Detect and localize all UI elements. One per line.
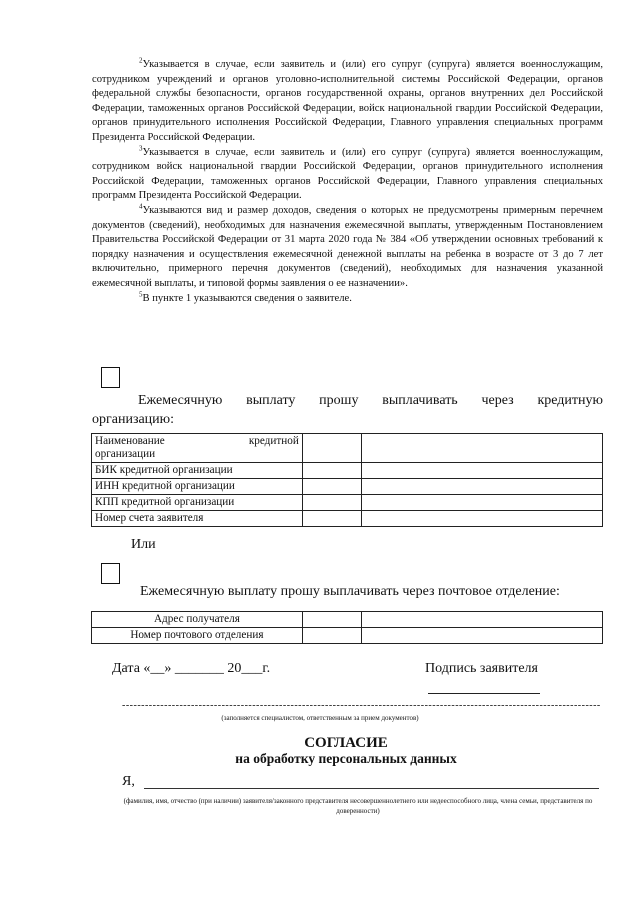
bik-cell-a[interactable] [302, 463, 361, 479]
date-field[interactable]: Дата «__» _______ 20___г. [112, 661, 271, 676]
recipient-address-cell-a[interactable] [302, 612, 361, 628]
footnote-3: $^3$Указывается в случае, если заявитель и (или) его супруг (супруга) является военнослужащим, сотрудником войск национальной гвардии Российской Федерации, органов принудительного исполнения Российской Федерации, таможенных органов Российской Федерации, Главного управления специальных программ Президента Российской Федерации. [92, 144, 603, 202]
post-payment-heading: Ежемесячную выплату прошу выплачивать через почтовое отделение: [140, 584, 560, 599]
footnote-2: $^2$Указывается в случае, если заявитель и (или) его супруг (супруга) является военнослужащим, сотрудником учреждений и органов уголовно-исполнительной системы Российской Федерации, органов федеральной службы безопасности, органов государственной охраны, органов внутренних дел Российской Федерации, таможенных органов Российской Федерации, войск национальной гвардии Российской Федерации, органов принудительного исполнения Российской Федерации, Главного управления специальных программ Президента Российской Федерации. [92, 56, 603, 143]
consent-title: СОГЛАСИЕ [304, 735, 388, 751]
bik-label: БИК кредитной организации [92, 463, 303, 479]
inn-label: ИНН кредитной организации [92, 479, 303, 495]
or-label: Или [131, 537, 156, 552]
kpp-cell-b[interactable] [362, 495, 603, 511]
post-office-number-label: Номер почтового отделения [92, 628, 303, 644]
recipient-address-cell-b[interactable] [362, 612, 603, 628]
signature-line[interactable] [428, 693, 540, 694]
post-office-number-cell-a[interactable] [302, 628, 361, 644]
consent-name-caption: (фамилия, имя, отчество (при наличии) заявителя/законного представителя несовершеннолетнего или недееспособного лица, члена семьи, представителя по доверенности) [123, 797, 593, 815]
bank-name-cell-a[interactable] [302, 434, 361, 463]
post-office-number-cell-b[interactable] [362, 628, 603, 644]
recipient-address-label: Адрес получателя [92, 612, 303, 628]
bank-payment-heading: Ежемесячную выплату прошу выплачивать через кредитную организацию: [92, 393, 603, 427]
post-details-table [91, 611, 603, 644]
bank-name-cell-b[interactable] [362, 434, 603, 463]
signature-label: Подпись заявителя [425, 661, 538, 676]
consent-subtitle: на обработку персональных данных [235, 751, 457, 766]
footnote-5: $^5$В пункте 1 указываются сведения о заявителе. [139, 289, 352, 304]
inn-cell-a[interactable] [302, 479, 361, 495]
separator-line: ----------------------------------------------------------------------------------------------------------------------------- [122, 700, 601, 711]
inn-cell-b[interactable] [362, 479, 603, 495]
kpp-cell-a[interactable] [302, 495, 361, 511]
bank-payment-checkbox[interactable] [101, 367, 120, 388]
post-payment-checkbox[interactable] [101, 563, 120, 584]
account-label: Номер счета заявителя [92, 511, 303, 527]
separator-caption: (заполняется специалистом, ответственным за прием документов) [221, 714, 419, 722]
bank-name-label: Наименование кредитной организации [92, 434, 303, 463]
account-cell-a[interactable] [302, 511, 361, 527]
footnotes [92, 58, 603, 306]
table-row [92, 479, 603, 495]
bank-details-table [91, 433, 603, 527]
account-cell-b[interactable] [362, 511, 603, 527]
table-row [92, 612, 603, 628]
bik-cell-b[interactable] [362, 463, 603, 479]
consent-name-line[interactable] [144, 788, 599, 789]
consent-ya-label: Я, [122, 774, 135, 789]
table-row [92, 495, 603, 511]
table-row [92, 463, 603, 479]
kpp-label: КПП кредитной организации [92, 495, 303, 511]
table-row [92, 628, 603, 644]
table-row [92, 434, 603, 463]
footnote-4: $^4$Указываются вид и размер доходов, сведения о которых не предусмотрены примерным перечнем документов (сведений), необходимых для назначения ежемесячной выплаты, утвержденным Постановлением Правительства Российской Федерации от 31 марта 2020 года № 384 «Об утверждении основных требований к порядку назначения и осуществления ежемесячной денежной выплаты на ребенка в возрасте от 3 до 7 лет включительно, примерного перечня документов (сведений), необходимых для назначения указанной ежемесячной выплаты, и типовой формы заявления о ее назначении». [92, 202, 603, 289]
table-row [92, 511, 603, 527]
